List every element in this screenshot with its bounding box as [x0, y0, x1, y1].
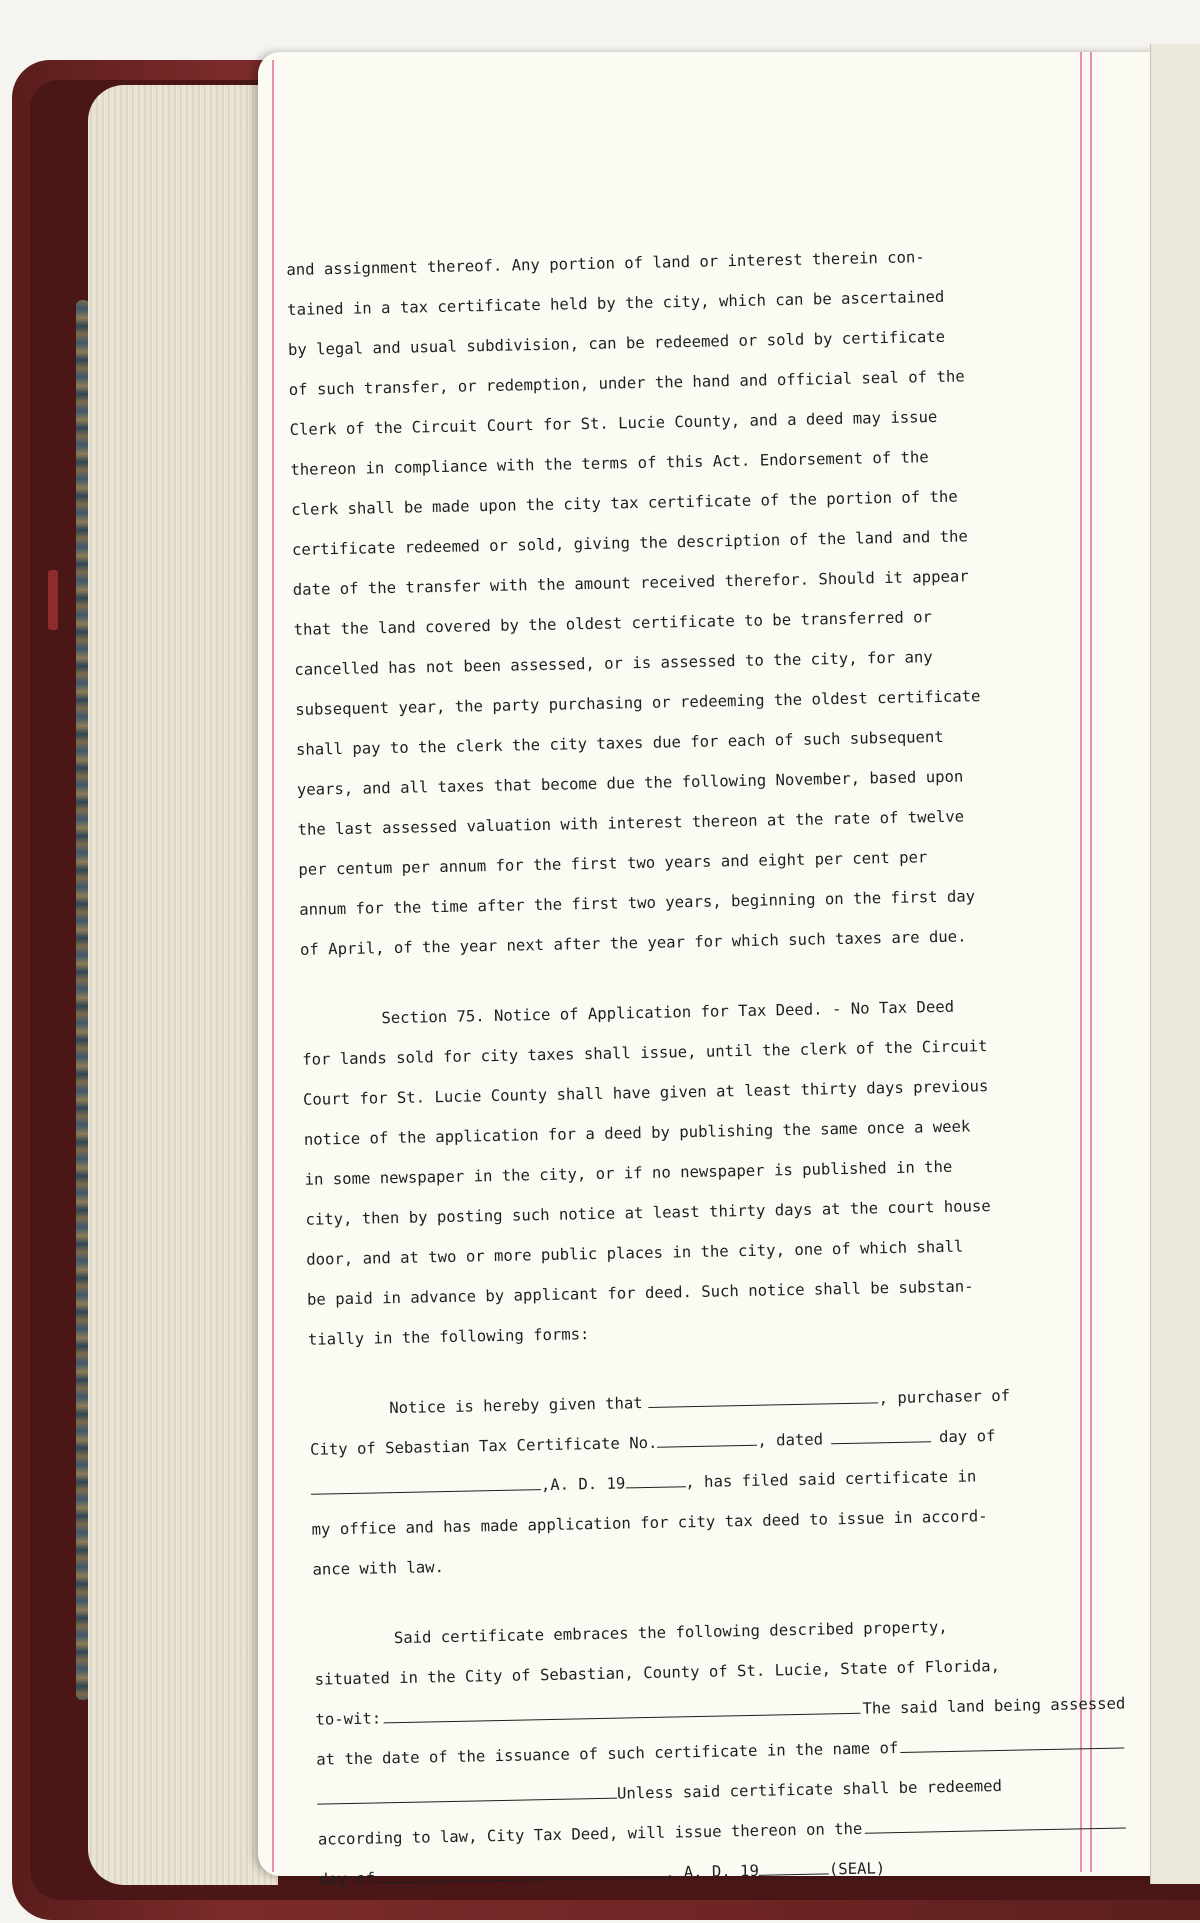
notice-line-4: my office and has made application for city tax deed to issue in accord- — [311, 1507, 988, 1539]
purchaser-blank — [648, 1388, 878, 1408]
property-text: , A. D. 19 — [664, 1861, 760, 1882]
property-line-2: situated in the City of Sebastian, County of St. Lucie, State of Florida, — [314, 1656, 1001, 1689]
property-text: at the date of the issuance of such certificate in the name of — [316, 1739, 899, 1769]
text-line: of such transfer, or redemption, under the hand and official seal of the — [288, 367, 965, 399]
text-line: shall pay to the clerk the city taxes due for each of such subsequent — [295, 727, 944, 759]
notice-text: , dated — [757, 1430, 824, 1450]
text-line: for lands sold for city taxes shall issue, until the clerk of the Circuit — [302, 1037, 988, 1069]
notice-text: City of Sebastian Tax Certificate No. — [309, 1433, 658, 1459]
page-stack-edge — [88, 85, 278, 1885]
property-form — [313, 1603, 1128, 1899]
property-text: according to law, City Tax Deed, will issue thereon on the — [317, 1819, 863, 1849]
notice-line-5: ance with law. — [312, 1558, 445, 1579]
text-line: the last assessed valuation with interest thereon at the rate of twelve — [297, 807, 965, 839]
notice-text: , has filed said certificate in — [685, 1467, 977, 1492]
notice-form — [309, 1374, 1123, 1590]
text-line: Clerk of the Circuit Court for St. Lucie County, and a deed may issue — [289, 407, 938, 439]
notice-text: ,A. D. 19 — [540, 1474, 626, 1495]
issue-year-blank — [759, 1859, 829, 1875]
text-line: tially in the following forms: — [307, 1325, 590, 1349]
dated-blank — [831, 1427, 931, 1444]
property-text: to-wit: — [315, 1709, 382, 1729]
text-line: be paid in advance by applicant for deed. Such notice shall be substan- — [306, 1277, 974, 1309]
seal-label: (SEAL) — [828, 1859, 886, 1879]
text-line: per centum per annum for the first two years and eight per cent per — [298, 848, 928, 879]
month-blank — [311, 1475, 541, 1495]
owner-name-continued-blank — [317, 1784, 617, 1805]
notice-text: , purchaser of — [878, 1386, 1011, 1408]
facing-page-edge — [1150, 44, 1200, 1884]
certificate-number-blank — [657, 1431, 757, 1448]
text-line: date of the transfer with the amount received therefor. Should it appear — [292, 567, 969, 599]
text-line: Court for St. Lucie County shall have given at least thirty days previous — [302, 1077, 989, 1109]
notice-text: Notice is hereby given that — [389, 1394, 643, 1418]
property-line-1: Said certificate embraces the following described property, — [393, 1617, 948, 1648]
text-line: Section 75. Notice of Application for Tax Deed. - No Tax Deed — [381, 997, 955, 1028]
text-line: of April, of the year next after the year for which such taxes are due. — [299, 927, 967, 959]
text-line: door, and at two or more public places in the city, one of which shall — [306, 1237, 964, 1269]
paragraph-section-75 — [301, 984, 1118, 1360]
text-line: clerk shall be made upon the city tax certificate of the portion of the — [291, 487, 958, 519]
text-line: in some newspaper in the city, or if no newspaper is published in the — [304, 1157, 953, 1189]
text-line: subsequent year, the party purchasing or redeeming the oldest certificate — [295, 687, 981, 719]
bookmark-ribbon — [48, 570, 58, 630]
text-line: notice of the application for a deed by publishing the same once a week — [303, 1117, 971, 1149]
text-line: thereon in compliance with the terms of this Act. Endorsement of the — [290, 448, 929, 479]
text-line: and assignment thereof. Any portion of land or interest therein con- — [286, 248, 925, 279]
text-line: city, then by posting such notice at least thirty days at the court house — [305, 1197, 991, 1229]
issue-date-blank — [864, 1813, 1126, 1833]
year-blank — [625, 1472, 685, 1488]
paragraph-assignment — [286, 234, 1110, 970]
text-line: tained in a tax certificate held by the city, which can be ascertained — [287, 287, 945, 319]
left-margin-rule — [272, 60, 274, 1872]
owner-name-blank — [900, 1733, 1124, 1752]
property-text: The said land being assessed — [862, 1694, 1126, 1718]
text-line: that the land covered by the oldest certificate to be transferred or — [293, 608, 933, 639]
text-line: cancelled has not been assessed, or is assessed to the city, for any — [294, 648, 933, 679]
notice-text: day of — [938, 1427, 996, 1447]
description-blank — [383, 1699, 861, 1724]
text-line: certificate redeemed or sold, giving the description of the land and the — [291, 527, 969, 559]
text-line: annum for the time after the first two years, beginning on the first day — [299, 887, 976, 919]
property-text: day of — [318, 1869, 376, 1889]
text-line: by legal and usual subdivision, can be redeemed or sold by certificate — [287, 327, 946, 359]
typed-text-block — [286, 234, 1129, 1900]
text-line: years, and all taxes that become due the following November, based upon — [296, 767, 964, 799]
property-text: Unless said certificate shall be redeemed — [616, 1776, 1003, 1803]
issue-month-blank — [375, 1863, 665, 1884]
